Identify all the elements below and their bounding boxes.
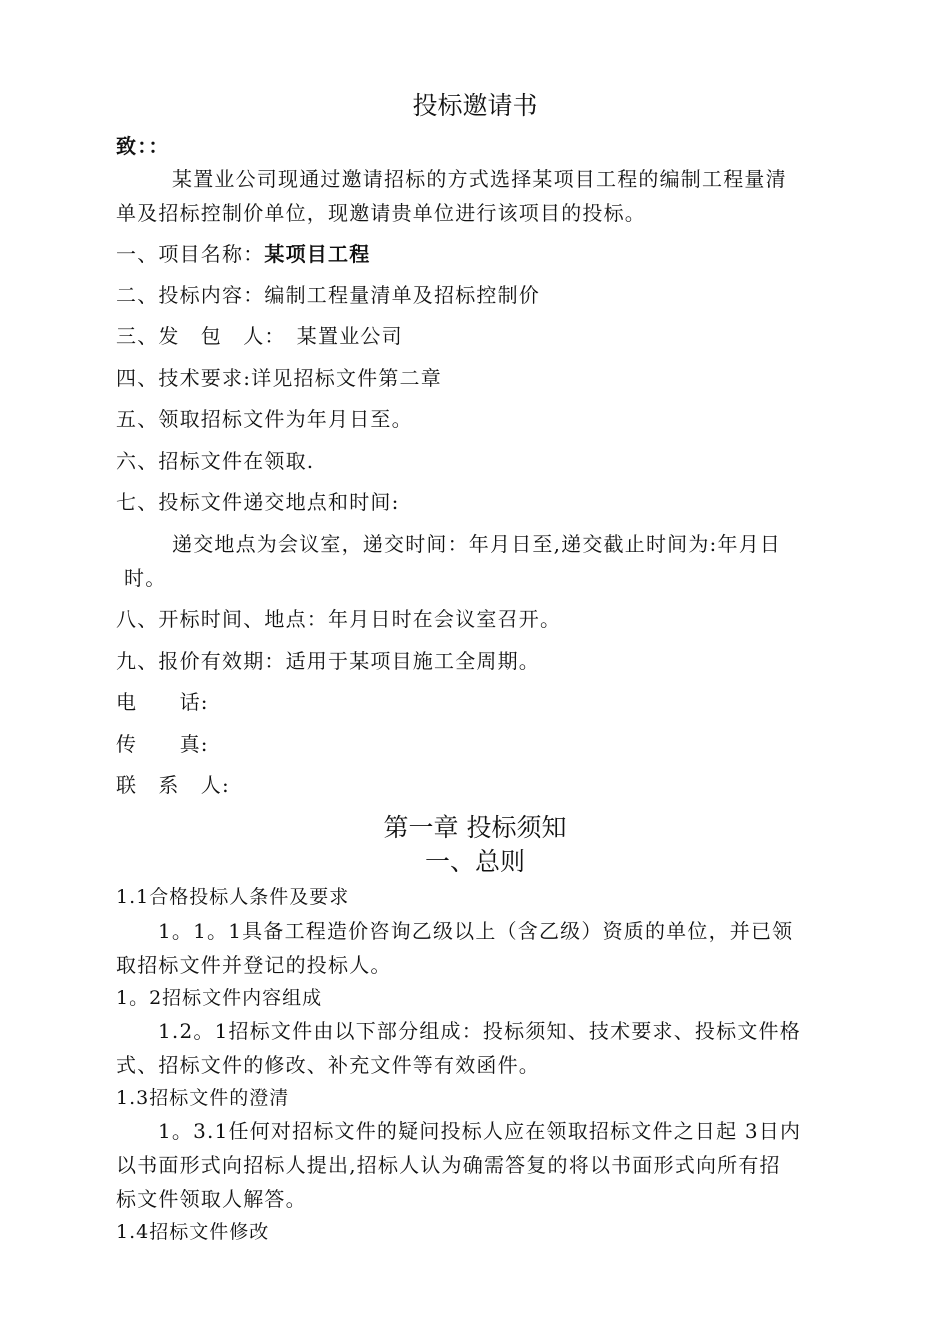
submission-detail-2: 时。 — [124, 566, 167, 590]
item-tech-requirements: 四、技术要求:详见招标文件第二章 — [116, 366, 442, 390]
item-validity: 九、报价有效期：适用于某项目施工全周期。 — [116, 649, 540, 673]
clause-1-3-1-line-3: 标文件领取人解答。 — [116, 1187, 307, 1211]
item-employer: 三、发 包 人： 某置业公司 — [116, 324, 403, 348]
phone-label: 电 话: — [116, 690, 209, 714]
item-project-name — [116, 240, 370, 268]
chapter-title: 第一章 投标须知 — [383, 813, 567, 842]
clause-1-1: 1.1合格投标人条件及要求 — [116, 886, 350, 908]
section-title: 一、总则 — [424, 847, 525, 876]
item-documents-location: 六、招标文件在领取. — [116, 449, 315, 473]
clause-1-4: 1.4招标文件修改 — [116, 1221, 270, 1243]
invitation-title: 投标邀请书 — [412, 91, 538, 120]
item-obtain-documents: 五、领取招标文件为年月日至。 — [116, 407, 413, 431]
fax-label: 传 真: — [116, 732, 209, 756]
submission-detail-1: 递交地点为会议室，递交时间：年月日至,递交截止时间为:年月日 — [172, 532, 782, 556]
clause-1-1-1-line-2: 取招标文件并登记的投标人。 — [116, 953, 392, 977]
contact-label: 联 系 人: — [116, 773, 230, 797]
item-bid-content: 二、投标内容：编制工程量清单及招标控制价 — [116, 283, 540, 307]
clause-1-1-1-line-1: 1。1。1具备工程造价咨询乙级以上（含乙级）资质的单位，并已领 — [158, 919, 794, 943]
intro-line-2: 单及招标控制价单位，现邀请贵单位进行该项目的投标。 — [116, 201, 646, 225]
to-label: 致：： — [116, 134, 170, 158]
clause-1-3-1-line-1: 1。3.1任何对招标文件的疑问投标人应在领取招标文件之日起 3日内 — [158, 1119, 802, 1143]
clause-1-2-1-line-1: 1.2。1招标文件由以下部分组成：投标须知、技术要求、投标文件格 — [158, 1019, 801, 1043]
clause-1-3: 1.3招标文件的澄清 — [116, 1087, 290, 1109]
clause-1-3-1-line-2: 以书面形式向招标人提出,招标人认为确需答复的将以书面形式向所有招 — [116, 1153, 781, 1177]
item-submission: 七、投标文件递交地点和时间: — [116, 490, 400, 514]
item-project-name-value: 某项目工程 — [264, 242, 371, 266]
intro-line-1: 某置业公司现通过邀请招标的方式选择某项目工程的编制工程量清 — [172, 167, 787, 191]
item-project-name-label: 一、项目名称： — [116, 242, 265, 266]
clause-1-2: 1。2招标文件内容组成 — [116, 987, 323, 1009]
item-bid-opening: 八、开标时间、地点：年月日时在会议室召开。 — [116, 607, 562, 631]
clause-1-2-1-line-2: 式、招标文件的修改、补充文件等有效函件。 — [116, 1053, 540, 1077]
